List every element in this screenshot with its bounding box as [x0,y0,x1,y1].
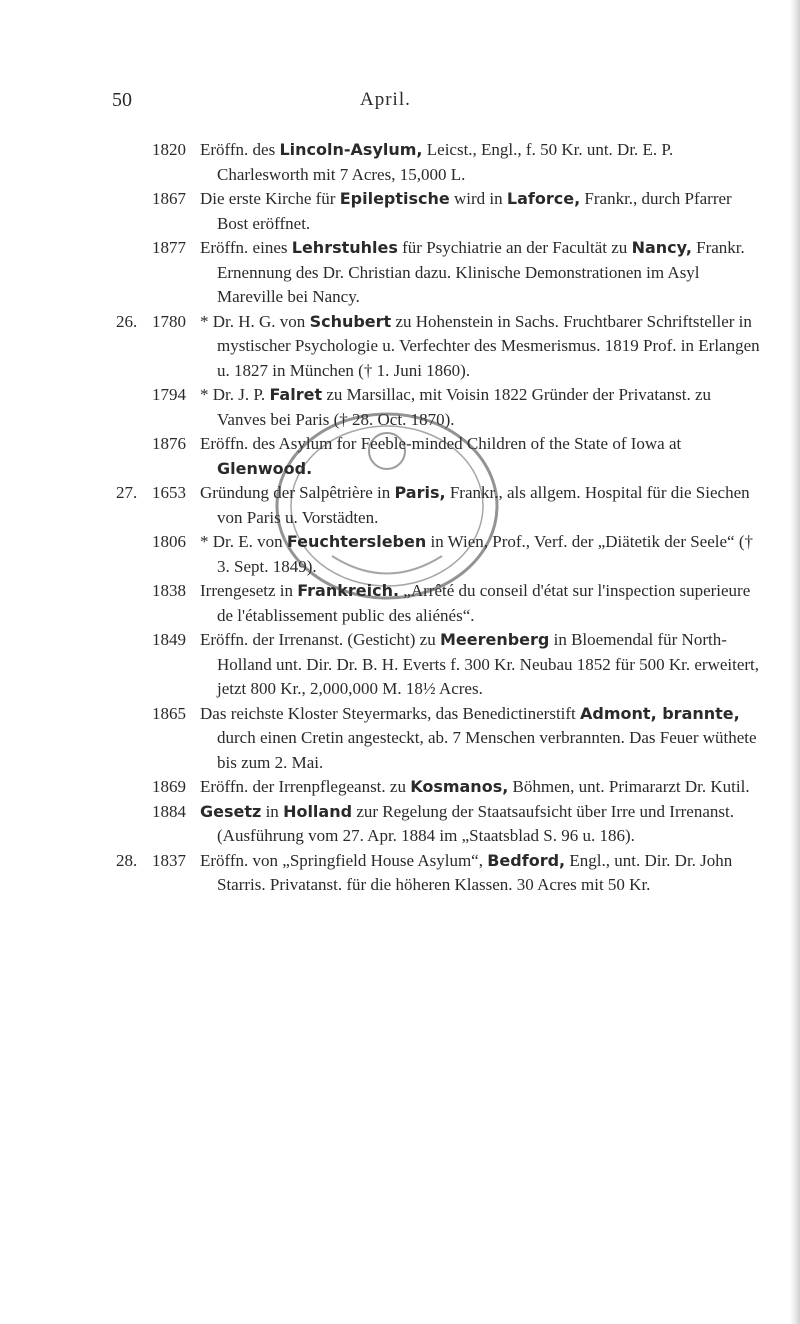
entry-text [200,579,762,628]
entry-text-segment: für Psychiatrie an der Facultät zu [397,238,632,257]
entry-day: 27. [116,483,138,502]
entry [0,849,800,898]
entry-text-segment: in Bloemendal für North-Holland unt. Dir. Dr. B. H. Everts f. 300 Kr. Neubau 1852 für 500 Kr. erweitert, jetzt 800 Kr., 2,000,000 M. 18½ Acres. [217,630,760,698]
entry-year: 1876 [152,434,186,453]
entry-text-segment: Leicst., Engl., f. 50 Kr. unt. Dr. E. P. Charlesworth mit 7 Acres, 15,000 L. [217,140,674,184]
entry [0,775,800,800]
entry-year: 1780 [152,311,186,331]
entry-text-segment: Das reichste Kloster Steyermarks, das Benedictinerstift [200,703,581,723]
entry [0,187,800,236]
entry-year: 1653 [152,483,186,502]
page-number: 50 [112,89,132,111]
entry-keyword: Lincoln-Asylum, [279,140,423,159]
entry [0,579,800,628]
entry [0,310,800,384]
entry-text-segment: Eröffn. eines [200,238,292,257]
entry-keyword: Frankreich. [297,581,400,600]
entry-text-segment: zur Regelung der Staatsaufsicht über Irre und Irrenanst. (Ausführung vom 27. Apr. 1884 im „Staatsblad S. 96 u. 186). [217,801,734,845]
entry-text-segment: „Arrêté du conseil d'état sur l'inspection superieure de l'établissement public des aliénés“. [217,581,751,625]
entry-keyword: Nancy, [631,238,692,257]
entry-year: 1884 [152,801,186,821]
entry-text [200,432,762,481]
entry-keyword: Holland [283,801,353,821]
entry-text-segment: Irrengesetz in [200,581,298,600]
entry-year: 1849 [152,630,186,649]
entry-year: 1820 [152,140,186,159]
entry-year: 1865 [152,703,186,723]
entry-text-segment: Die erste Kirche für [200,189,340,208]
entry [0,702,800,776]
entry-keyword: Kosmanos, [410,777,509,796]
entry-keyword: Bedford, [487,850,566,870]
entry-text [200,138,762,187]
entry-text-segment: Eröffn. des Asylum for Feeble-minded Children of the State of Iowa at [200,434,682,453]
entry [0,383,800,432]
entry [0,236,800,310]
entry-text-segment: Böhmen, unt. Primararzt Dr. Kutil. [508,777,750,796]
entry [0,800,800,849]
entry-text [200,800,762,849]
entry-year: 1806 [152,532,186,551]
entry-text [200,187,762,236]
entry-year: 1794 [152,385,186,404]
entry-text [200,383,762,432]
entry [0,628,800,702]
entry-keyword: Epileptische [339,189,450,208]
entry-text-segment: durch einen Cretin angesteckt, ab. 7 Menschen verbrannten. Das Feuer wüthete bis zum 2. Mai. [217,728,757,772]
entry-text-segment: zu Marsillac, mit Voisin 1822 Gründer der Privatanst. zu Vanves bei Paris († 28. Oct. 1870). [217,385,712,429]
running-head: April. [360,89,411,110]
entry-keyword: Laforce, [506,189,581,208]
entry-text-segment: zu Hohenstein in Sachs. Fruchtbarer Schriftsteller in mystischer Psychologie u. Verfechter des Mesmerismus. 1819 Prof. in Erlangen u. 1827 in München († 1. Juni 1860). [217,311,760,380]
entry-text-segment: Frankr., durch Pfarrer Bost eröffnet. [217,189,732,233]
entry-year: 1837 [152,850,186,870]
entry-text [200,530,762,579]
entry-text-segment: * Dr. H. G. von [200,311,310,331]
entry-day: 26. [116,311,138,331]
entry-day: 28. [116,850,138,870]
entry-text [200,628,762,702]
entry-text [200,236,762,310]
entry-keyword: Schubert [309,311,392,331]
entry-keyword: Meerenberg [439,630,550,649]
entry-year: 1867 [152,189,186,208]
entry-text-segment: in [261,801,284,821]
entry-year: 1877 [152,238,186,257]
entry-text-segment: * Dr. J. P. [200,385,270,404]
entry [0,530,800,579]
entry-text-segment: * Dr. E. von [200,532,287,551]
entry [0,481,800,530]
entries-list [0,138,800,898]
entry-keyword: Lehrstuhles [291,238,398,257]
entry-text-segment: Eröffn. der Irrenpflegeanst. zu [200,777,411,796]
entry-text-segment: Frankr., als allgem. Hospital für die Siechen von Paris u. Vorstädten. [217,483,750,527]
entry-keyword: Paris, [394,483,446,502]
entry [0,432,800,481]
entry-text-segment: Frankr. Ernennung des Dr. Christian dazu. Klinische Demonstrationen im Asyl Mareville bei Nancy. [217,238,745,306]
entry-text-segment: wird in [449,189,507,208]
entry-keyword: Feuchtersleben [286,532,427,551]
entry-text [200,702,762,776]
entry-text-segment: in Wien, Prof., Verf. der „Diätetik der Seele“ († 3. Sept. 1849). [217,532,754,576]
entry-text-segment: Eröffn. der Irrenanst. (Gesticht) zu [200,630,440,649]
entry-text-segment: Eröffn. des [200,140,280,159]
entry-keyword: Glenwood. [217,458,313,478]
entry-year: 1869 [152,777,186,796]
entry [0,138,800,187]
entry-text [200,775,762,800]
entry-keyword: Admont, brannte, [580,703,740,723]
entry-text [200,310,762,384]
entry-text [200,481,762,530]
entry-text-segment: Engl., unt. Dir. Dr. John Starris. Privatanst. für die höheren Klassen. 30 Acres mit 50 Kr. [217,850,733,894]
entry-text [200,849,762,898]
entry-text-segment: Gründung der Salpêtrière in [200,483,395,502]
entry-keyword: Falret [269,385,323,404]
page-edge-shadow [790,0,800,1324]
entry-keyword: Gesetz [200,801,262,821]
entry-year: 1838 [152,581,186,600]
entry-text-segment: Eröffn. von „Springfield House Asylum“, [200,850,488,870]
